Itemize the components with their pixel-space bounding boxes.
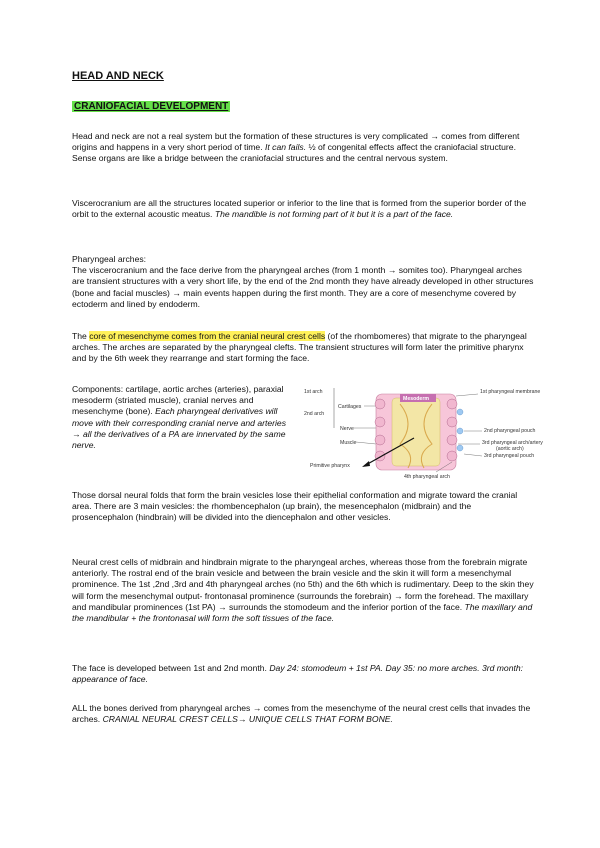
arch-knob [375,417,385,427]
intro-rest: ½ of congenital effects affect the craniofacial structure. Sense organs are like a bridge between the craniofacial structures and the central nervous system. [72,142,516,164]
comp-text: Components: cartilage, aortic arches (arteries), paraxial mesoderm (striated muscle), cranial nerves and mesenchyme (bone). [72,384,284,417]
arch-knob [447,451,457,461]
paragraph-face-development [72,663,534,685]
arches-text: The viscerocranium and the face derive from the pharyngeal arches (from 1 month → somites too). Pharyngeal arches are transient structures with a very short life, by the end of the 2nd month they have already developed in other structures (bone and facial muscles) → main events happen during the first month. They are a core of mesenchyme covered by ectoderm and lined by endoderm. [72,265,534,309]
intro-italic: It can fails. [265,142,307,153]
mesoderm-core [392,398,440,466]
arch-knob [375,399,385,409]
pouch [457,445,463,451]
label-primitive-pharynx: Primitive pharynx [310,463,350,469]
paragraph-mesenchyme [72,331,534,365]
paragraph-neural-folds [72,490,534,524]
pouch [457,409,463,415]
label-arch4: 4th pharyngeal arch [404,474,450,480]
paragraph-bones [72,703,534,725]
paragraph-viscerocranium [72,198,534,220]
comp-italic: Each pharyngeal derivatives will move with their corresponding cranial nerve and arteries → all the derivatives of a PA are innervated by the same nerve. [72,406,286,451]
mes-highlight: core of mesenchyme comes from the cranial neural crest cells [89,331,326,341]
visc-italic: The mandible is not forming part of it but it is a part of the face. [214,209,454,220]
paragraph-components [72,384,292,451]
label-mesoderm: Mesoderm [403,396,429,402]
leader-membrane [456,394,478,396]
bones-text: ALL the bones derived from pharyngeal arches → comes from the mesenchyme of the neural crest cells that invades the arches. [72,703,531,725]
leader-pouch4 [464,454,482,456]
label-cartilages: Cartilages [338,404,362,410]
label-membrane: 1st pharyngeal membrane [480,389,541,395]
label-arch1: 1st arch [304,389,323,395]
section-heading: CRANIOFACIAL DEVELOPMENT [74,101,229,112]
bones-italic: CRANIAL NEURAL CREST CELLS→ UNIQUE CELLS THAT FORM BONE. [102,714,393,725]
pouch [457,428,463,434]
page-title: HEAD AND NECK [72,70,164,82]
arch-knob [375,435,385,445]
label-pouch4: 3rd pharyngeal pouch [484,453,535,459]
paragraph-pharyngeal-arches [72,254,534,310]
mes-pre: The [72,331,87,341]
crest-text: Neural crest cells of midbrain and hindbrain migrate to the pharyngeal arches, whereas those from the forebrain migrate anteriorly. The rostral end of the brain vesicle and between the brain vesicle and the skin it will form a mesenchymal prominence. The 1st ,2nd ,3rd and 4th pharyngeal arches (no 5th) and the 6th which is rudimentary. Deep to the skin they will form the mesenchymal output- frontonasal prominence (surrounds the forebrain) → form the forehead. The maxillary and mandibular prominences (1st PA) → surrounds the stomodeum and the inferior portion of the face. [72,557,534,612]
pharyngeal-arches-figure [300,384,600,480]
arch-knob [447,399,457,409]
label-nerve: Nerve [340,426,354,432]
intro-text: Head and neck are not a real system but the formation of these structures is very complicated → comes from different origins and happens in a very short period of time. [72,131,520,153]
label-pouch3b: (aortic arch) [496,446,524,452]
label-pouch2: 2nd pharyngeal pouch [484,428,536,434]
label-muscle: Muscle [340,440,357,446]
leader-muscle [356,442,376,444]
label-arch2: 2nd arch [304,411,325,417]
arch-knob [447,435,457,445]
folds-text: Those dorsal neural folds that form the brain vesicles lose their epithelial conformation and migrate toward the cranial area. There are 3 main vesicles: the rhombencephalon (up brain), the mesencephalon (midbrain) and the prosencephalon (hindbrain) will be divided into the diencephalon and other vesicles. [72,490,518,523]
label-pouch3: 3rd pharyngeal arch/artery [482,440,543,446]
paragraph-intro [72,131,534,165]
arch-knob [447,417,457,427]
visc-text: Viscerocranium are all the structures located superior or inferior to the line that is formed from the superior border of the orbit to the external acoustic meatus. [72,198,527,220]
crest-italic: The maxillary and the mandibular + the frontonasal will form the soft tissues of the face. [72,601,533,624]
face-text: The face is developed between 1st and 2nd month. [72,663,267,673]
paragraph-neural-crest [72,557,534,624]
arches-heading: Pharyngeal arches: [72,254,147,264]
face-italic: Day 24: stomodeum + 1st PA. Day 35: no more arches. 3rd month: appearance of face. [72,663,524,685]
mes-post: (of the rhombomeres) that migrate to the pharyngeal arches. The arches are separated by the pharyngeal clefts. The transient structures will form later the primitive pharynx and by the 6th week they rearrange and start forming the face. [72,331,527,364]
pharynx-arrowhead [362,461,370,467]
